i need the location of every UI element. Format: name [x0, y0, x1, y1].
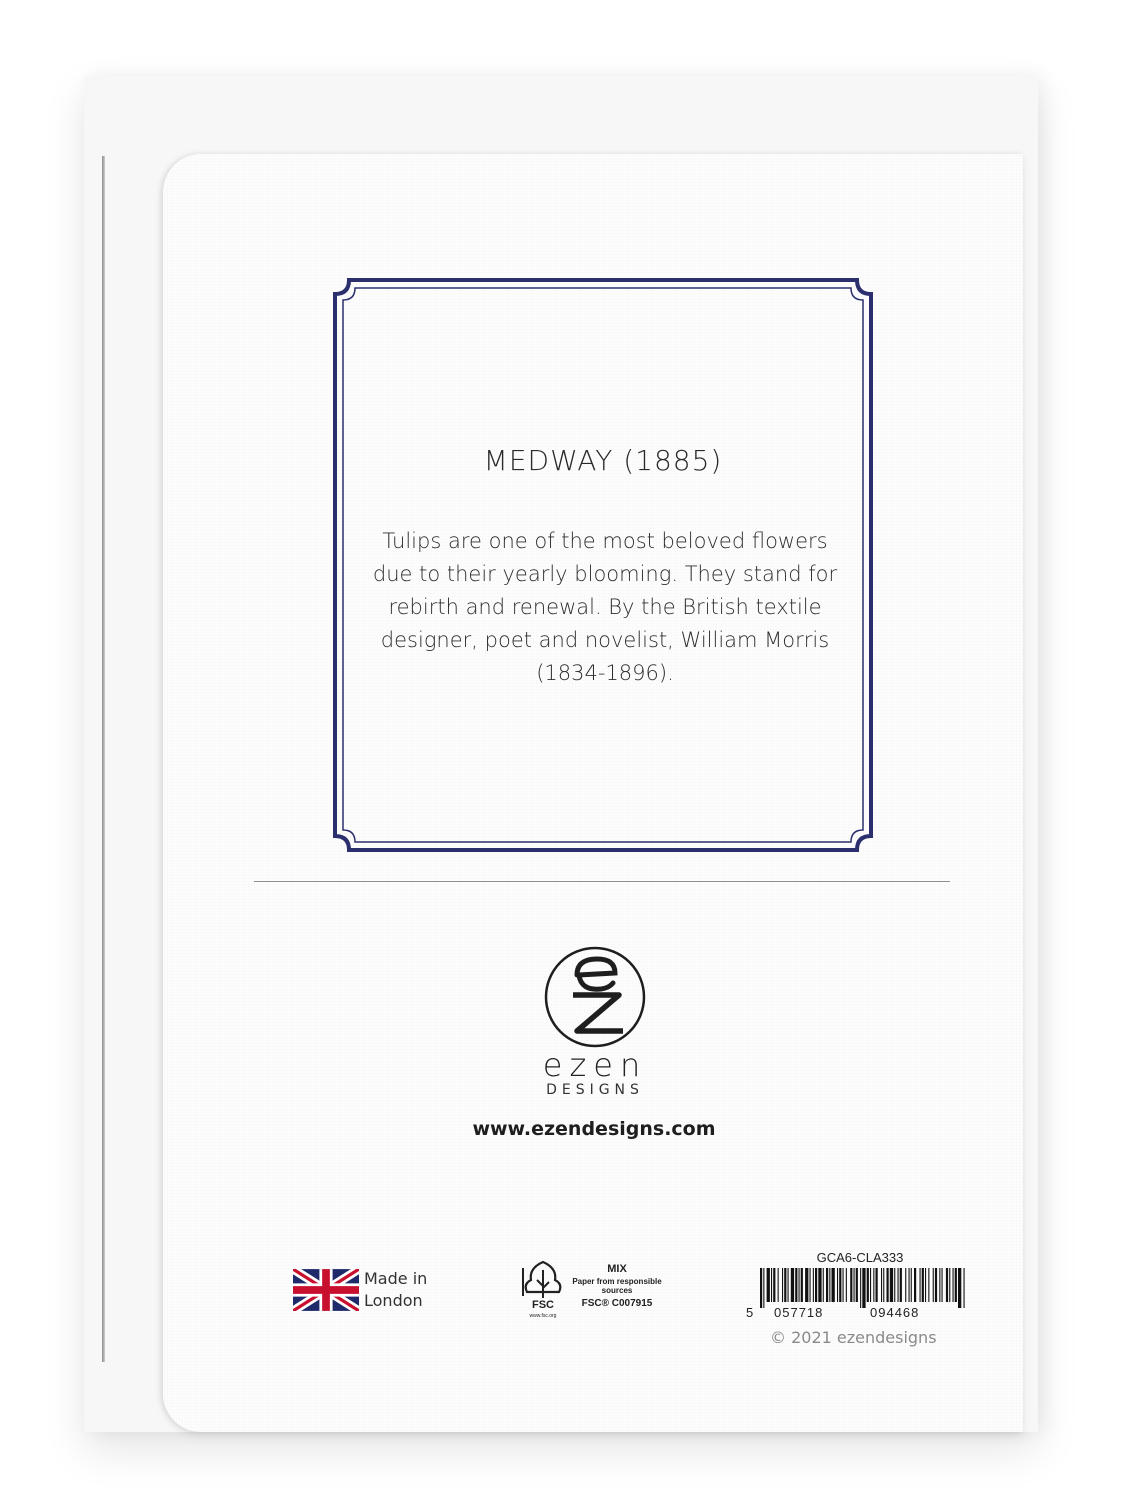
artwork-description: Tulips are one of the most beloved flowers due to their yearly blooming. They stand for rebirth and renewal. By the British textile designer, poet and novelist, William Morris (1834-1896).	[372, 529, 838, 685]
ezen-logo-icon	[543, 945, 647, 1049]
fsc-source: Paper from responsible sources	[572, 1277, 662, 1295]
made-in-label	[364, 1268, 484, 1312]
brand-wordmark: ezen	[542, 1046, 648, 1084]
fsc-mix: MIX	[607, 1263, 627, 1275]
fsc-code: FSC® C007915	[581, 1298, 653, 1309]
copyright: © 2021 ezendesigns	[770, 1328, 937, 1347]
uk-flag-icon	[293, 1269, 359, 1311]
svg-text:FSC: FSC	[532, 1299, 554, 1311]
fsc-tree-icon	[519, 1258, 567, 1320]
barcode	[758, 1268, 966, 1308]
product-sku: GCA6-CLA333	[816, 1250, 904, 1265]
brand-subtitle: DESIGNS	[546, 1082, 644, 1098]
artwork-title: MEDWAY (1885)	[483, 444, 723, 477]
envelope-edge	[102, 156, 105, 1362]
fsc-label	[570, 1263, 664, 1309]
divider	[254, 881, 950, 882]
svg-text:www.fsc.org: www.fsc.org	[529, 1313, 557, 1319]
made-in-line1: Made in	[364, 1269, 428, 1288]
made-in-line2: London	[364, 1291, 423, 1310]
barcode-digits-right: 094468	[870, 1305, 920, 1320]
website-link[interactable]: www.ezendesigns.com	[472, 1118, 716, 1140]
barcode-digits-left: 057718	[774, 1305, 824, 1320]
barcode-digit-lead: 5	[746, 1305, 755, 1320]
